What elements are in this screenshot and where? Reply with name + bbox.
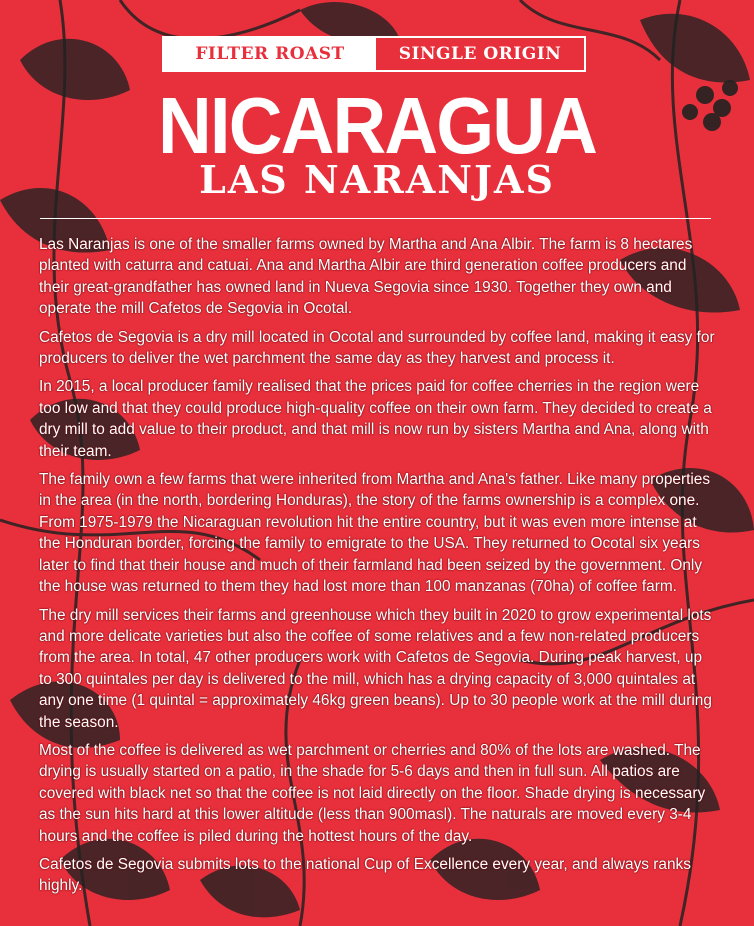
roast-tags: [162, 36, 586, 72]
paragraph: In 2015, a local producer family realised that the prices paid for coffee cherries in the region were too low and that they could produce high-quality coffee on their own farm. They decided to create a dry mill to add value to their product, and that mill is now run by sisters Martha and Ana, along with their team.: [39, 378, 712, 460]
paragraph: Most of the coffee is delivered as wet parchment or cherries and 80% of the lots are washed. The drying is usually started on a patio, in the shade for 5-6 days and then in full sun. All patios are covered with black net so that the coffee is not laid directly on the floor. Shade drying is necessary as the sun hits hard at this lower altitude (less than 900masl). The naturals are moved every 3-4 hours and the coffee is piled during the hottest hours of the day.: [39, 741, 706, 845]
paragraph: Las Naranjas is one of the smaller farms owned by Martha and Ana Albir. The farm is 8 hectares planted with caturra and catuai. Ana and Martha Albir are third generation coffee producers and their great-grandfather has owned land in Nueva Segovia since 1930. Together they own and operate the mill Cafetos de Segovia in Ocotal.: [39, 236, 693, 318]
paragraph: Cafetos de Segovia submits lots to the national Cup of Excellence every year, and always ranks highly.: [39, 855, 691, 895]
paragraph: The dry mill services their farms and greenhouse which they built in 2020 to grow experimental lots and more delicate varieties but also the coffee of some relatives and a few non-related producers from the area. In total, 47 other producers work with Cafetos de Segovia. During peak harvest, up to 300 quintales per day is delivered to the mill, which has a drying capacity of 3,000 quintales at any one time (1 quintal = approximately 46kg green beans). Up to 30 people work at the mill during the season.: [39, 606, 712, 731]
paragraph: The family own a few farms that were inherited from Martha and Ana's father. Like many properties in the area (in the north, bordering Honduras), the story of the farms ownership is a complex one. From 1975-1979 the Nicaraguan revolution hit the entire country, but it was even more intense at the Honduran border, forcing the family to emigrate to the USA. They returned to Ocotal six years later to find that their house and much of their farmland had been seized by the government. Only the house was returned to them they had lost more than 100 manzanas (70ha) of coffee farm.: [39, 471, 711, 596]
filter-roast-tag: FILTER ROAST: [164, 38, 376, 70]
country-title: NICARAGUA: [158, 81, 596, 170]
description-body: [39, 234, 715, 904]
divider: [40, 218, 711, 219]
single-origin-tag: SINGLE ORIGIN: [376, 38, 584, 70]
farm-subtitle: LAS NARANJAS: [199, 157, 555, 202]
paragraph: Cafetos de Segovia is a dry mill located in Ocotal and surrounded by coffee land, making it easy for producers to deliver the wet parchment the same day as they harvest and process it.: [39, 328, 715, 368]
